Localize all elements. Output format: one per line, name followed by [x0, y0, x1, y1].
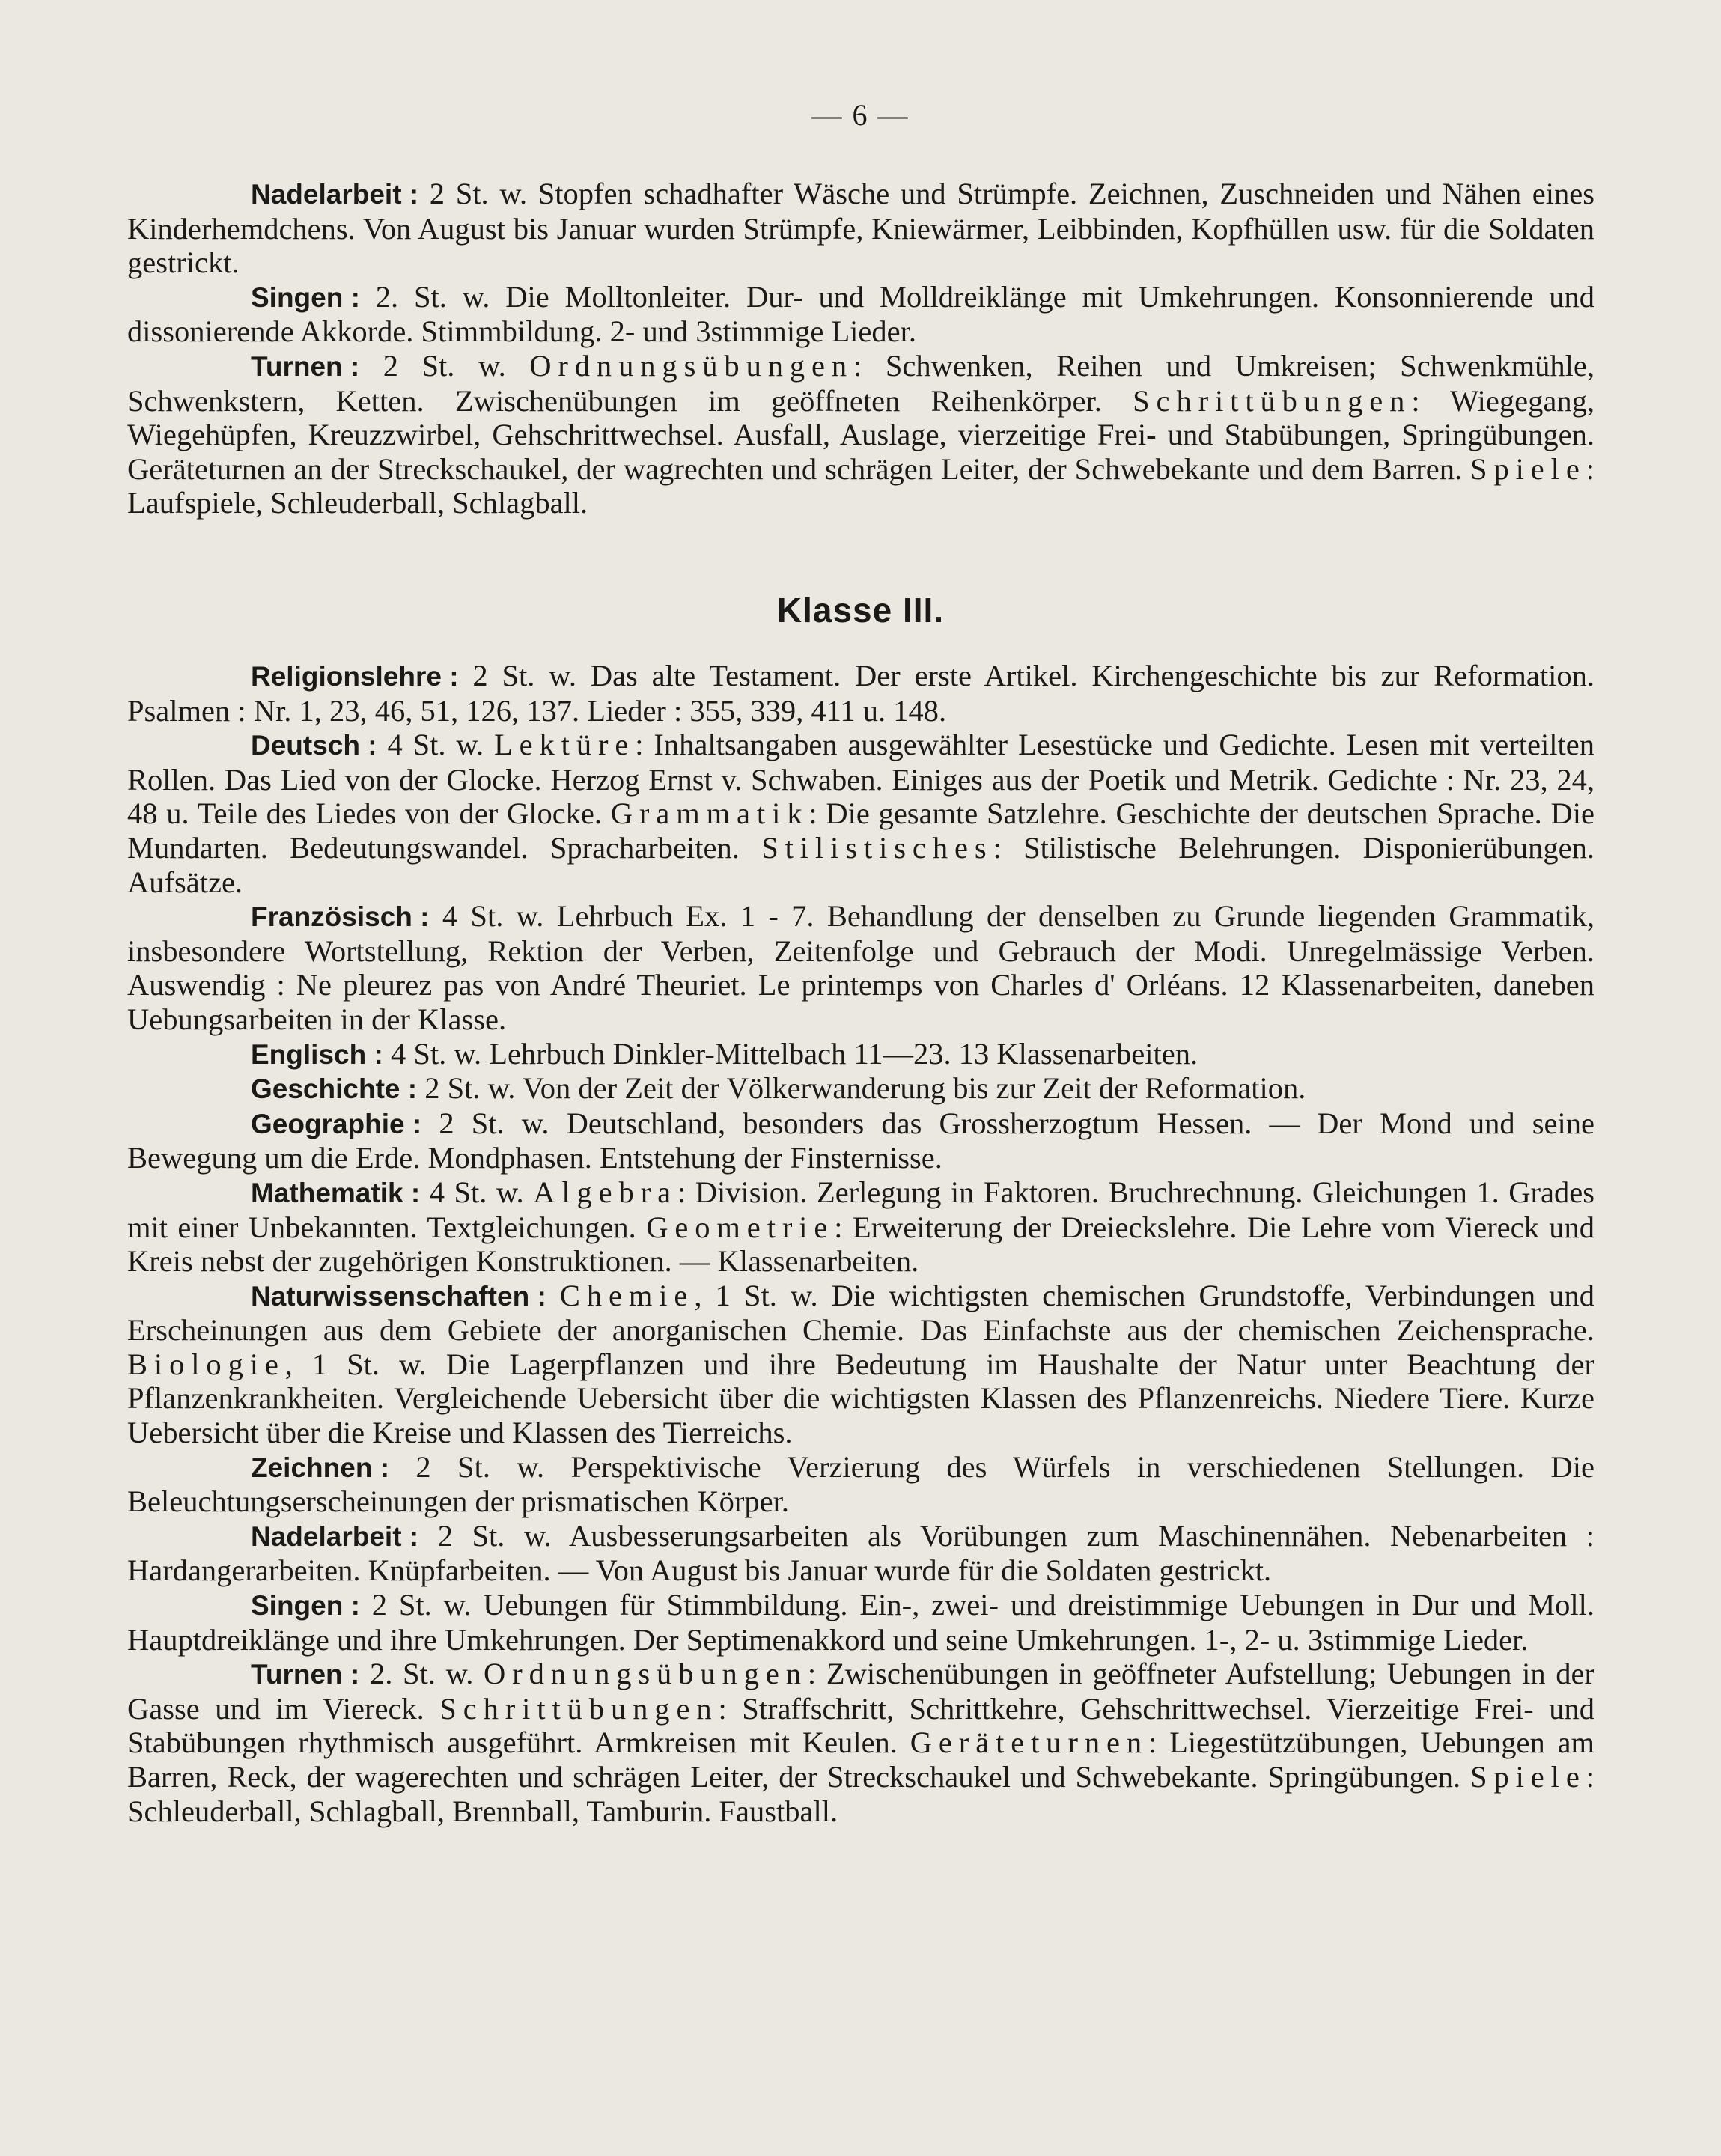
paragraph-text: : Die gesamte Satzlehre. Geschichte der deutschen Sprache. Die Mundarten. Bedeutungswandel. Spracharbeiten. — [127, 797, 1594, 865]
subject-paragraph — [127, 1175, 1594, 1279]
subject-paragraph — [127, 1519, 1594, 1588]
spaced-term: Ordnungsübungen — [529, 348, 854, 383]
subject-label: Deutsch : — [251, 730, 377, 761]
spaced-term: Schrittübungen — [1133, 383, 1412, 418]
paragraph-text: : Laufspiele, Schleuderball, Schlagball. — [127, 451, 1594, 520]
paragraph-text: : Division. Zerlegung in Faktoren. Bruchrechnung. Gleichungen 1. Grades mit einer Unbekannten. Textgleichungen. — [127, 1175, 1594, 1244]
spaced-term: Chemie — [559, 1278, 695, 1312]
subject-paragraph — [127, 349, 1594, 520]
paragraph-text: : Erweiterung der Dreieckslehre. Die Lehre vom Viereck und Kreis nebst der zugehörigen Konstruktionen. — Klassenarbeiten. — [127, 1210, 1595, 1279]
paragraph-text: 2 St. w. Perspektivische Verzierung des Würfels in verschiedenen Stellungen. Die Beleuchtungserscheinungen der prismatischen Körper. — [127, 1449, 1594, 1519]
paragraph-text: 4 St. w. — [420, 1175, 534, 1209]
paragraph-text: 2. St. w. Die Molltonleiter. Dur- und Molldreiklänge mit Umkehrungen. Konsonnierende und dissonierende Akkorde. Stimmbildung. 2- und 3stimmige Lieder. — [127, 279, 1594, 349]
paragraph-text: : Liegestützübungen, Uebungen am Barren, Reck, der wagerechten und schrägen Leiter, der Streckschaukel und Schwebekante. Springübungen. — [127, 1726, 1594, 1794]
spaced-term: Geometrie — [646, 1210, 835, 1244]
subject-label: Naturwissenschaften : — [251, 1280, 546, 1312]
paragraph-text: : Inhaltsangaben ausgewählter Lesestücke und Gedichte. Lesen mit verteilten Rollen. Das Lied von der Glocke. Herzog Ernst v. Schwaben. Einiges aus der Poetik und Metrik. Gedichte : Nr. 23, 24, 48 u. Teile des Liedes von der Glocke. — [127, 728, 1594, 831]
subject-label: Geschichte : — [251, 1074, 418, 1105]
subject-label: Singen : — [251, 1590, 360, 1621]
paragraph-text: 2 St. w. Das alte Testament. Der erste Artikel. Kirchengeschichte bis zur Reformation. Psalmen : Nr. 1, 23, 46, 51, 126, 137. Lieder : 355, 339, 411 u. 148. — [127, 659, 1594, 728]
subject-paragraph — [127, 1279, 1594, 1450]
subject-paragraph — [127, 899, 1594, 1036]
subject-label: Nadelarbeit : — [251, 1520, 419, 1552]
bottom-section — [127, 659, 1594, 1828]
spaced-term: Spiele — [1470, 451, 1586, 486]
subject-label: Singen : — [251, 281, 360, 313]
paragraph-text: 2 St. w. Von der Zeit der Völkerwanderung bis zur Zeit der Reformation. — [417, 1071, 1306, 1106]
paragraph-text: : Zwischenübungen in geöffneter Aufstellung; Uebungen in der Gasse und im Viereck. — [127, 1657, 1594, 1726]
spaced-term: Stilistisches — [761, 830, 993, 865]
subject-label: Turnen : — [251, 350, 360, 382]
paragraph-text: 2. St. w. — [359, 1657, 484, 1691]
subject-label: Mathematik : — [251, 1177, 421, 1208]
subject-label: Geographie : — [251, 1108, 422, 1139]
paragraph-text: : Wiegegang, Wiegehüpfen, Kreuzzwirbel, Gehschrittwechsel. Ausfall, Auslage, vierzeitige Frei- und Stabübungen, Springübungen. Geräteturnen an der Streckschaukel, der wagrechten und schrägen Leiter, der Schwebekante und dem Barren. — [127, 383, 1594, 486]
paragraph-text: 2 St. w. Ausbesserungsarbeiten als Vorübungen zum Maschinennähen. Nebenarbeiten : Hardangerarbeiten. Knüpfarbeiten. — Von August bis Januar wurde für die Soldaten gestrickt. — [127, 1518, 1594, 1588]
paragraph-text: 4 St. w. Lehrbuch Dinkler-Mittelbach 11—23. 13 Klassenarbeiten. — [383, 1036, 1198, 1071]
paragraph-text: 2 St. w. Stopfen schadhafter Wäsche und Strümpfe. Zeichnen, Zuschneiden und Nähen eines Kinderhemdchens. Von August bis Januar wurden Strümpfe, Kniewärmer, Leibbinden, Kopfhüllen usw. für die Soldaten gestrickt. — [127, 177, 1594, 280]
spaced-term: Algebra — [533, 1175, 677, 1209]
paragraph-text: : Schwenken, Reihen und Umkreisen; Schwenkmühle, Schwenkstern, Ketten. Zwischenübungen im geöffneten Reihenkörper. — [127, 348, 1594, 418]
subject-paragraph — [127, 1106, 1594, 1175]
subject-paragraph — [127, 1037, 1594, 1072]
spaced-term: Schrittübungen — [439, 1691, 719, 1726]
paragraph-text: : Stilistische Belehrungen. Disponierübungen. Aufsätze. — [127, 830, 1594, 899]
spaced-term: Lektüre — [493, 728, 636, 762]
paragraph-text — [546, 1279, 560, 1312]
spaced-term: Grammatik — [610, 797, 809, 831]
page-number: — 6 — — [811, 98, 910, 132]
spaced-term: Geräteturnen — [910, 1726, 1149, 1760]
subject-paragraph — [127, 280, 1594, 349]
paragraph-text: , 1 St. w. Die wichtigsten chemischen Grundstoffe, Verbindungen und Erscheinungen aus dem Gebiete der anorganischen Chemie. Das Einfachste aus der chemischen Zeichensprache. — [127, 1278, 1594, 1348]
subject-label: Zeichnen : — [251, 1452, 390, 1483]
paragraph-text: , 1 St. w. Die Lagerpflanzen und ihre Bedeutung im Haushalte der Natur unter Beachtung der Pflanzenkrankheiten. Vergleichende Uebersicht über die wichtigsten Klassen des Pflanzenreichs. Niedere Tiere. Kurze Uebersicht über die Kreise und Klassen des Tierreichs. — [127, 1347, 1594, 1450]
subject-label: Französisch : — [251, 901, 430, 933]
spaced-term: Biologie — [127, 1347, 285, 1381]
subject-label: Nadelarbeit : — [251, 179, 419, 210]
subject-paragraph — [127, 1450, 1594, 1519]
paragraph-text: 2 St. w. — [359, 348, 530, 383]
subject-paragraph — [127, 1588, 1594, 1657]
paragraph-text: : Straffschritt, Schrittkehre, Gehschrittwechsel. Vierzeitige Frei- und Stabübungen rhythmisch ausgeführt. Armkreisen mit Keulen. — [127, 1691, 1594, 1760]
paragraph-text: 4 St. w. Lehrbuch Ex. 1 - 7. Behandlung der denselben zu Grunde liegenden Grammatik, insbesondere Wortstellung, Rektion der Verben, Zeitenfolge und Gebrauch der Modi. Unregelmässige Verben. Auswendig : Ne pleurez pas von André Theuriet. Le printemps von Charles d' Orléans. 12 Klassenarbeiten, daneben Uebungsarbeiten in der Klasse. — [127, 899, 1594, 1036]
subject-paragraph — [127, 728, 1594, 899]
subject-label: Turnen : — [251, 1659, 360, 1690]
subject-paragraph — [127, 659, 1594, 728]
top-section — [127, 177, 1594, 520]
subject-paragraph — [127, 177, 1594, 280]
class-heading: Klasse III. — [776, 591, 945, 630]
paragraph-text: : Schleuderball, Schlagball, Brennball, Tamburin. Faustball. — [127, 1760, 1594, 1828]
subject-paragraph — [127, 1657, 1594, 1828]
subject-label: Englisch : — [251, 1038, 383, 1070]
paragraph-text: 2 St. w. Deutschland, besonders das Grossherzogtum Hessen. — Der Mond und seine Bewegung um die Erde. Mondphasen. Entstehung der Finsternisse. — [127, 1106, 1594, 1175]
spaced-term: Ordnungsübungen — [484, 1657, 808, 1691]
paragraph-text: 4 St. w. — [377, 728, 494, 762]
paragraph-text: 2 St. w. Uebungen für Stimmbildung. Ein-, zwei- und dreistimmige Uebungen in Dur und Moll. Hauptdreiklänge und ihre Umkehrungen. Der Septimenakkord und seine Umkehrungen. 1-, 2- u. 3stimmige Lieder. — [127, 1588, 1594, 1657]
spaced-term: Spiele — [1470, 1760, 1586, 1794]
subject-label: Religionslehre : — [251, 661, 459, 692]
subject-paragraph — [127, 1071, 1594, 1106]
